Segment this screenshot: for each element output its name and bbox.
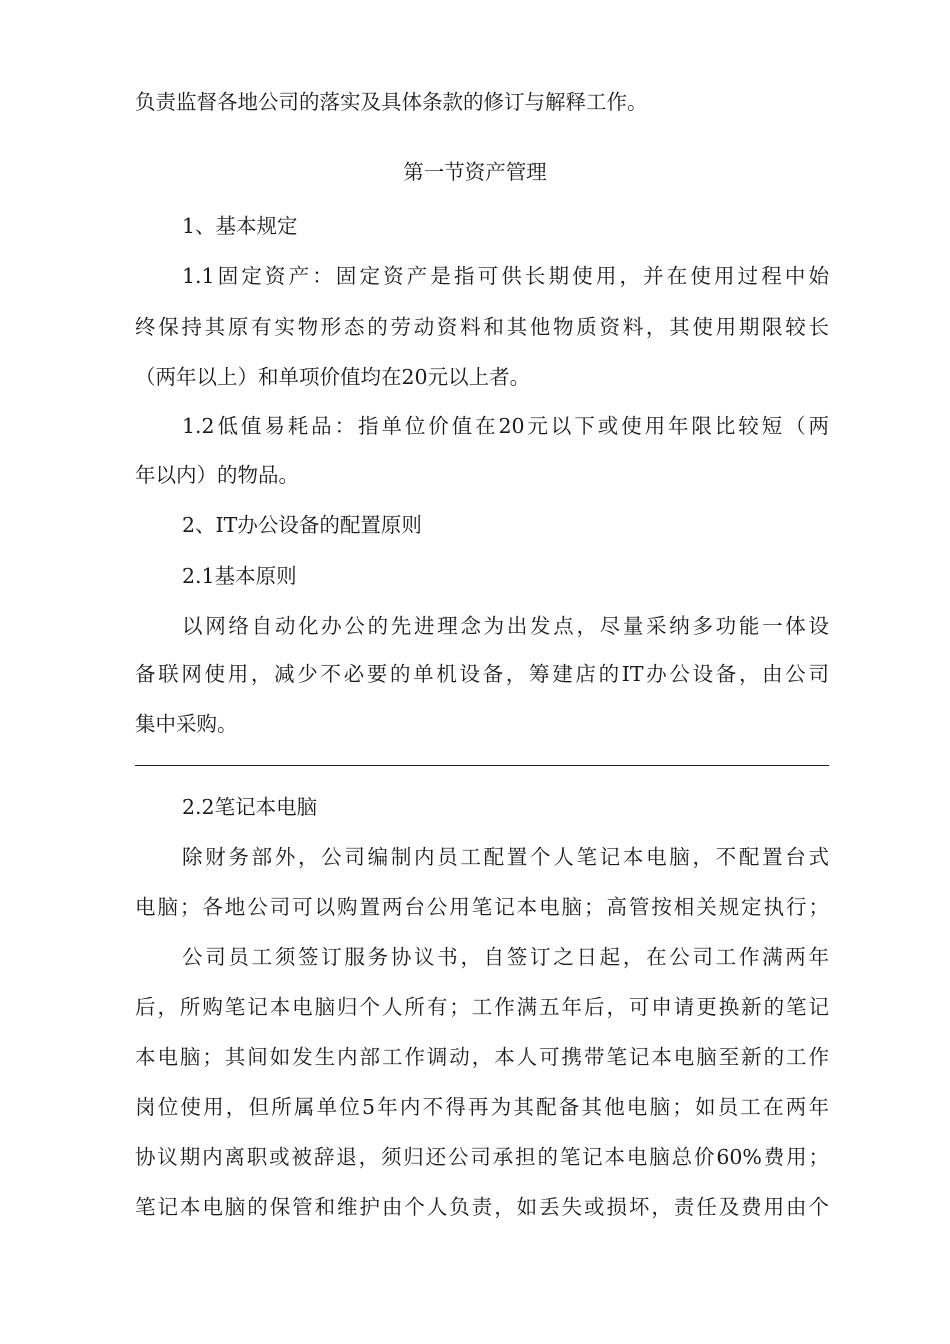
paragraph-line: 笔记本电脑的保管和维护由个人负责，如丢失或损坏，责任及费用由个 — [135, 1195, 829, 1219]
paragraph-line: 本电脑；其间如发生内部工作调动，本人可携带笔记本电脑至新的工作 — [135, 1045, 829, 1069]
paragraph-line: 以网络自动化办公的先进理念为出发点，尽量采纳多功能一体设 — [182, 614, 829, 638]
paragraph-line: 后，所购笔记本电脑归个人所有；工作满五年后，可申请更换新的笔记 — [135, 995, 829, 1019]
paragraph-line: 1.1固定资产：固定资产是指可供长期使用，并在使用过程中始 — [182, 264, 829, 288]
paragraph-line: 除财务部外，公司编制内员工配置个人笔记本电脑，不配置台式 — [182, 845, 829, 869]
paragraph-line: 备联网使用，减少不必要的单机设备，筹建店的IT办公设备，由公司 — [135, 662, 829, 686]
subheading-2: 2、IT办公设备的配置原则 — [182, 513, 422, 537]
section-heading: 第一节资产管理 — [403, 160, 547, 184]
paragraph-line: 1.2低值易耗品：指单位价值在20元以下或使用年限比较短（两 — [182, 414, 829, 438]
paragraph-line: 集中采购。 — [135, 712, 238, 736]
paragraph-line: 年以内）的物品。 — [135, 463, 299, 487]
paragraph-line: 岗位使用，但所属单位5年内不得再为其配备其他电脑；如员工在两年 — [135, 1095, 829, 1119]
paragraph-line: 协议期内离职或被辞退，须归还公司承担的笔记本电脑总价60%费用； — [135, 1145, 829, 1169]
subheading-2-1: 2.1基本原则 — [182, 564, 297, 588]
paragraph-line: 电脑；各地公司可以购置两台公用笔记本电脑；高管按相关规定执行； — [135, 895, 829, 919]
page-divider — [135, 765, 829, 766]
paragraph-line: 公司员工须签订服务协议书，自签订之日起，在公司工作满两年 — [182, 945, 829, 969]
paragraph-line: 负责监督各地公司的落实及具体条款的修订与解释工作。 — [135, 90, 648, 114]
subheading-2-2: 2.2笔记本电脑 — [182, 795, 318, 819]
paragraph-line: 终保持其原有实物形态的劳动资料和其他物质资料，其使用期限较长 — [135, 315, 829, 339]
subheading-1: 1、基本规定 — [182, 214, 298, 238]
paragraph-line: （两年以上）和单项价值均在20元以上者。 — [135, 365, 531, 389]
